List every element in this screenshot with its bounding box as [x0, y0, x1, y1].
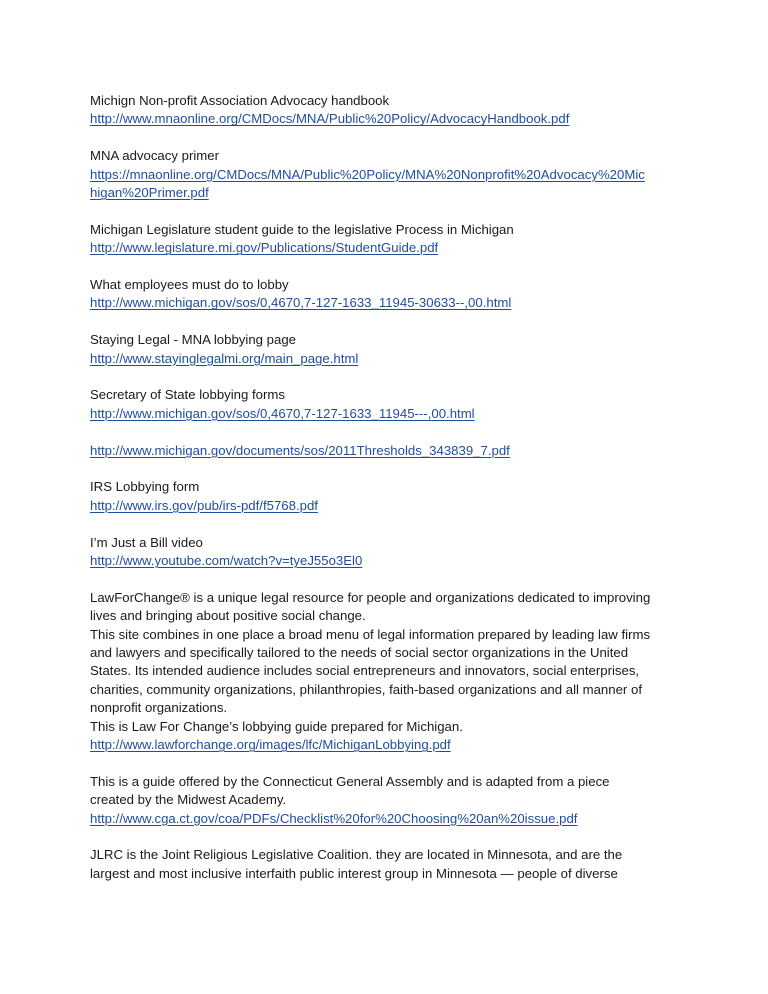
entry-title: IRS Lobbying form: [90, 479, 200, 495]
entry-employees-lobby: [90, 276, 690, 313]
paragraph-line: created by the Midwest Academy.: [90, 792, 287, 808]
entry-sos-forms: [90, 386, 690, 423]
paragraph-line: This is a guide offered by the Connecticut General Assembly and is adapted from a piece: [90, 773, 610, 789]
paragraph-line: This site combines in one place a broad menu of legal information prepared by leading law firms: [90, 626, 651, 642]
paragraph-line: lives and bringing about positive social change.: [90, 608, 366, 624]
lawforchange-section: [90, 589, 690, 755]
connecticut-link[interactable]: http://www.cga.ct.gov/coa/PDFs/Checklist%20for%20Choosing%20an%20issue.pdf: [90, 810, 578, 826]
entry-title: Michigan Legislature student guide to the legislative Process in Michigan: [90, 221, 514, 237]
paragraph-line: nonprofit organizations.: [90, 700, 228, 716]
entry-irs-form: [90, 478, 690, 515]
entry-mna-primer: [90, 147, 690, 202]
entry-link-line-2[interactable]: higan%20Primer.pdf: [90, 185, 209, 201]
entry-link[interactable]: http://www.stayinglegalmi.org/main_page.html: [90, 350, 359, 366]
connecticut-section: [90, 773, 690, 828]
entry-link[interactable]: http://www.michigan.gov/documents/sos/2011Thresholds_343839_7.pdf: [90, 442, 510, 458]
entry-link[interactable]: http://www.legislature.mi.gov/Publications/StudentGuide.pdf: [90, 240, 439, 256]
entry-link[interactable]: http://www.irs.gov/pub/irs-pdf/f5768.pdf: [90, 497, 318, 513]
entry-mna-handbook: [90, 92, 690, 129]
entry-title: What employees must do to lobby: [90, 277, 289, 293]
entry-title: Staying Legal - MNA lobbying page: [90, 332, 297, 348]
entry-link[interactable]: http://www.youtube.com/watch?v=tyeJ55o3El0: [90, 553, 363, 569]
document-body: [90, 92, 690, 902]
entry-thresholds: [90, 442, 690, 460]
lawforchange-link[interactable]: http://www.lawforchange.org/images/lfc/MichiganLobbying.pdf: [90, 737, 451, 753]
entry-link[interactable]: http://www.michigan.gov/sos/0,4670,7-127-1633_11945-30633--,00.html: [90, 295, 512, 311]
jrlc-section: [90, 846, 690, 883]
entry-student-guide: [90, 221, 690, 258]
entry-staying-legal: [90, 331, 690, 368]
entry-bill-video: [90, 534, 690, 571]
paragraph-line: and lawyers and specifically tailored to the needs of social sector organizations in the United: [90, 645, 629, 661]
entry-link[interactable]: http://www.mnaonline.org/CMDocs/MNA/Public%20Policy/AdvocacyHandbook.pdf: [90, 111, 570, 127]
paragraph-line: LawForChange® is a unique legal resource for people and organizations dedicated to improving: [90, 589, 651, 605]
entry-link-line-1[interactable]: https://mnaonline.org/CMDocs/MNA/Public%20Policy/MNA%20Nonprofit%20Advocacy%20Mic: [90, 166, 645, 182]
paragraph-line: charities, community organizations, philanthropies, faith-based organizations and all manner of: [90, 681, 642, 697]
entry-link[interactable]: http://www.michigan.gov/sos/0,4670,7-127-1633_11945---,00.html: [90, 405, 475, 421]
paragraph-line: JLRC is the Joint Religious Legislative Coalition. they are located in Minnesota, and are the: [90, 847, 623, 863]
paragraph-line: largest and most inclusive interfaith public interest group in Minnesota — people of diverse: [90, 865, 618, 881]
paragraph-line: States. Its intended audience includes social entrepreneurs and innovators, social enterprises,: [90, 663, 640, 679]
entry-title: Michign Non-profit Association Advocacy handbook: [90, 93, 390, 108]
entry-title: Secretary of State lobbying forms: [90, 387, 285, 403]
entry-title: MNA advocacy primer: [90, 148, 219, 164]
entry-title: I’m Just a Bill video: [90, 534, 203, 550]
paragraph-line: This is Law For Change’s lobbying guide prepared for Michigan.: [90, 718, 463, 734]
